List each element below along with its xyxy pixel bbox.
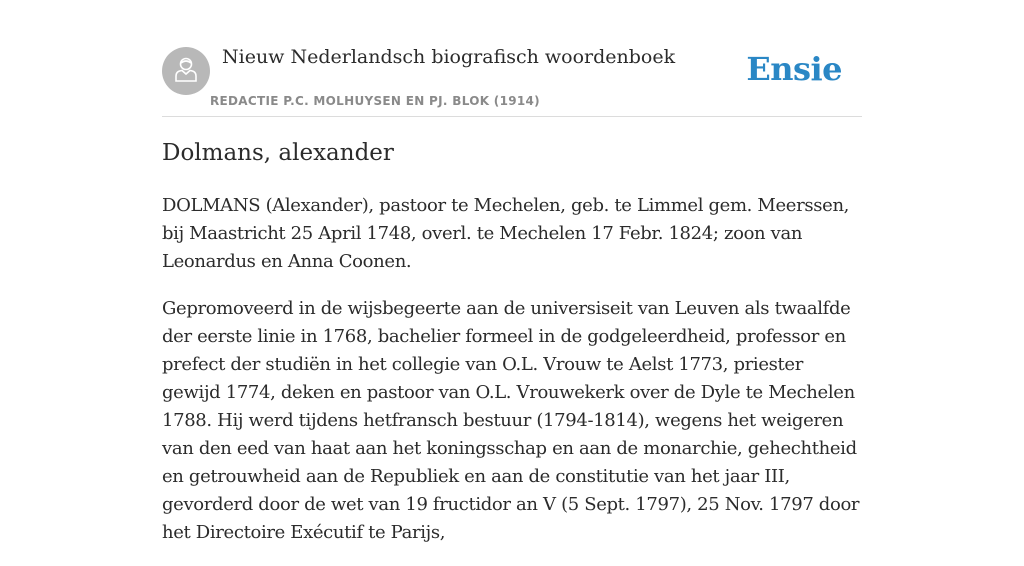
article-page <box>162 0 862 543</box>
source-avatar[interactable] <box>162 47 210 95</box>
ensie-logo[interactable]: Ensie <box>746 50 842 88</box>
entry-title: Dolmans, alexander <box>162 140 394 166</box>
entry-body <box>162 192 862 566</box>
source-title[interactable]: Nieuw Nederlandsch biografisch woordenboek <box>222 46 676 68</box>
entry-paragraph: Gepromoveerd in de wijsbegeerte aan de universiseit van Leuven als twaalfde der eerste linie in 1768, bachelier formeel in de godgeleerdheid, professor en prefect der studiën in het collegie van O.L. Vrouw te Aelst 1773, priester gewijd 1774, deken en pastoor van O.L. Vrouwekerk over de Dyle te Mechelen 1788. Hij werd tijdens hetfransch bestuur (1794-1814), wegens het weigeren van den eed van haat aan het koningsschap en aan de monarchie, gehechtheid en getrouwheid aan de Republiek en aan de constitutie van het jaar III, gevorderd door de wet van 19 fructidor an V (5 Sept. 1797), 25 Nov. 1797 door het Directoire Exécutif te Parijs, <box>162 298 860 543</box>
user-icon <box>173 55 199 87</box>
entry-paragraph: DOLMANS (Alexander), pastoor te Mechelen, geb. te Limmel gem. Meerssen, bij Maastricht 25 April 1748, overl. te Mechelen 17 Febr. 1824; zoon van Leonardus en Anna Coonen. <box>162 195 850 272</box>
source-header <box>162 0 862 117</box>
source-subtitle: REDACTIE P.C. MOLHUYSEN EN PJ. BLOK (1914) <box>210 94 540 108</box>
